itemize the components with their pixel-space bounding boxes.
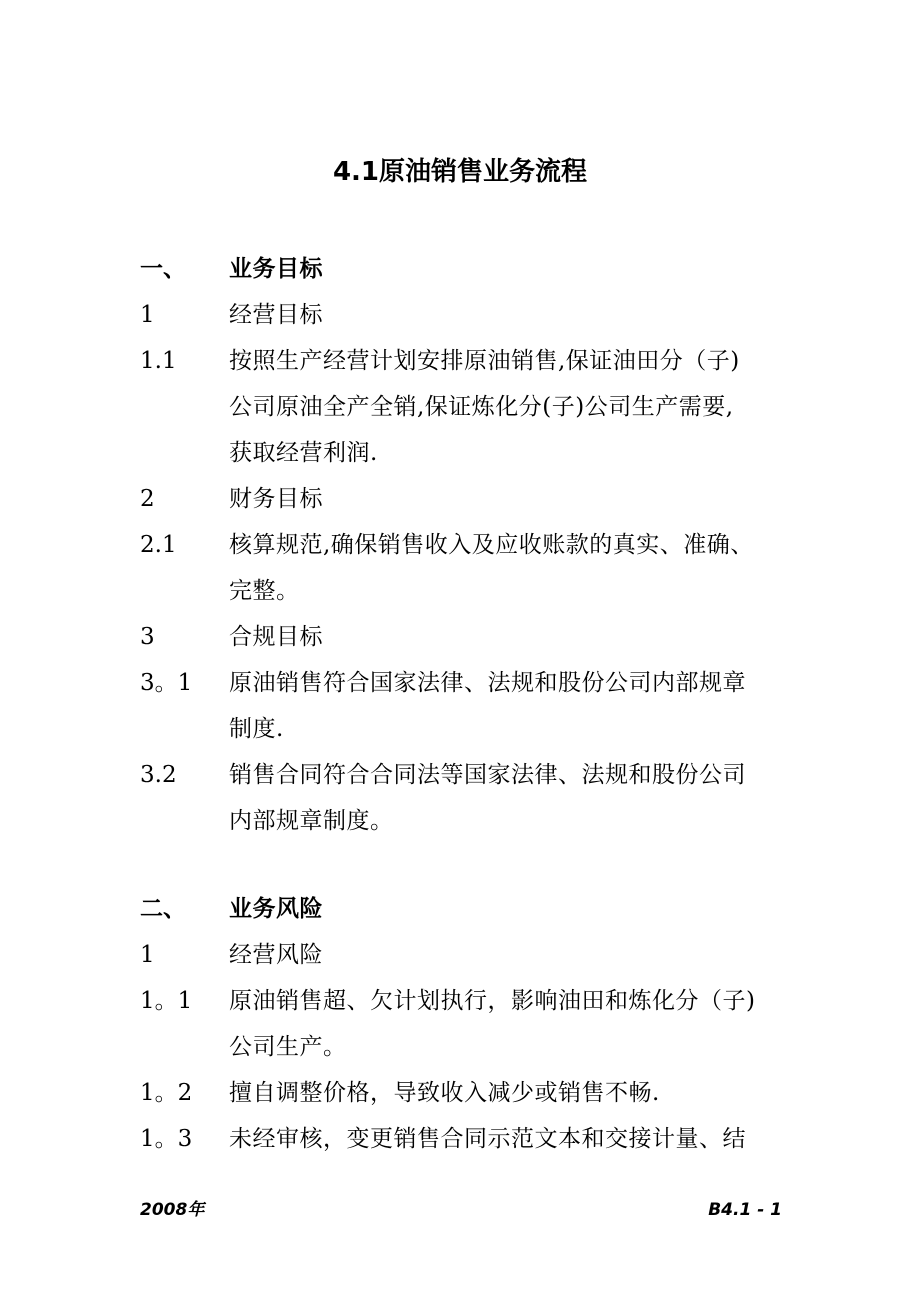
item-text: 合规目标 (229, 624, 323, 650)
list-item (140, 384, 800, 430)
item-text: 未经审核，变更销售合同示范文本和交接计量、结 (229, 1126, 746, 1152)
list-item (140, 614, 800, 660)
item-text: 原油销售符合国家法律、法规和股份公司内部规章 (229, 670, 746, 696)
list-item (140, 338, 800, 384)
list-item (140, 752, 800, 798)
list-item (140, 1116, 800, 1162)
item-text: 原油销售超、欠计划执行，影响油田和炼化分（子) (229, 988, 756, 1014)
list-item (140, 1024, 800, 1070)
list-item (140, 430, 800, 476)
item-text: 制度. (229, 716, 284, 742)
item-number: 1.1 (140, 348, 177, 374)
item-text: 核算规范,确保销售收入及应收账款的真实、准确、 (229, 532, 754, 558)
item-number: 2 (140, 486, 155, 512)
item-number: 3.2 (140, 762, 177, 788)
footer-page-number: B4.1 - 1 (708, 1200, 782, 1220)
section-title: 业务风险 (229, 896, 323, 922)
item-text: 经营目标 (229, 302, 323, 328)
item-text: 按照生产经营计划安排原油销售,保证油田分（子) (229, 348, 740, 374)
list-item (140, 476, 800, 522)
list-item (140, 568, 800, 614)
item-number (140, 1024, 229, 1070)
list-item (140, 292, 800, 338)
list-item (140, 660, 800, 706)
item-number: 1。3 (140, 1126, 193, 1152)
item-number: 1 (140, 942, 155, 968)
item-number: 2.1 (140, 532, 177, 558)
item-number (140, 430, 229, 476)
section-title: 业务目标 (229, 256, 323, 282)
item-number (140, 384, 229, 430)
list-item (140, 978, 800, 1024)
section-number: 一、 (140, 256, 186, 282)
section-number: 二、 (140, 896, 186, 922)
list-item (140, 932, 800, 978)
footer-year: 2008年 (140, 1200, 205, 1220)
item-number: 3。1 (140, 670, 193, 696)
item-text: 公司生产。 (229, 1034, 347, 1060)
item-text: 获取经营利润. (229, 440, 378, 466)
list-item (140, 522, 800, 568)
item-number (140, 706, 229, 752)
item-number: 1 (140, 302, 155, 328)
section-heading (140, 886, 800, 932)
item-text: 擅自调整价格，导致收入减少或销售不畅. (229, 1080, 660, 1106)
section-heading (140, 246, 800, 292)
item-number (140, 568, 229, 614)
item-text: 财务目标 (229, 486, 323, 512)
section-spacer (140, 844, 800, 886)
item-number: 1。1 (140, 988, 193, 1014)
item-text: 经营风险 (229, 942, 323, 968)
page-title: 4.1原油销售业务流程 (332, 157, 588, 187)
list-item (140, 798, 800, 844)
list-item (140, 706, 800, 752)
item-number: 1。2 (140, 1080, 193, 1106)
document-body (140, 246, 800, 1162)
item-text: 销售合同符合合同法等国家法律、法规和股份公司 (229, 762, 746, 788)
item-text: 公司原油全产全销,保证炼化分(子)公司生产需要, (229, 394, 734, 420)
list-item (140, 1070, 800, 1116)
item-number (140, 798, 229, 844)
item-text: 内部规章制度。 (229, 808, 394, 834)
item-text: 完整。 (229, 578, 300, 604)
item-number: 3 (140, 624, 155, 650)
page-footer (140, 1196, 782, 1224)
